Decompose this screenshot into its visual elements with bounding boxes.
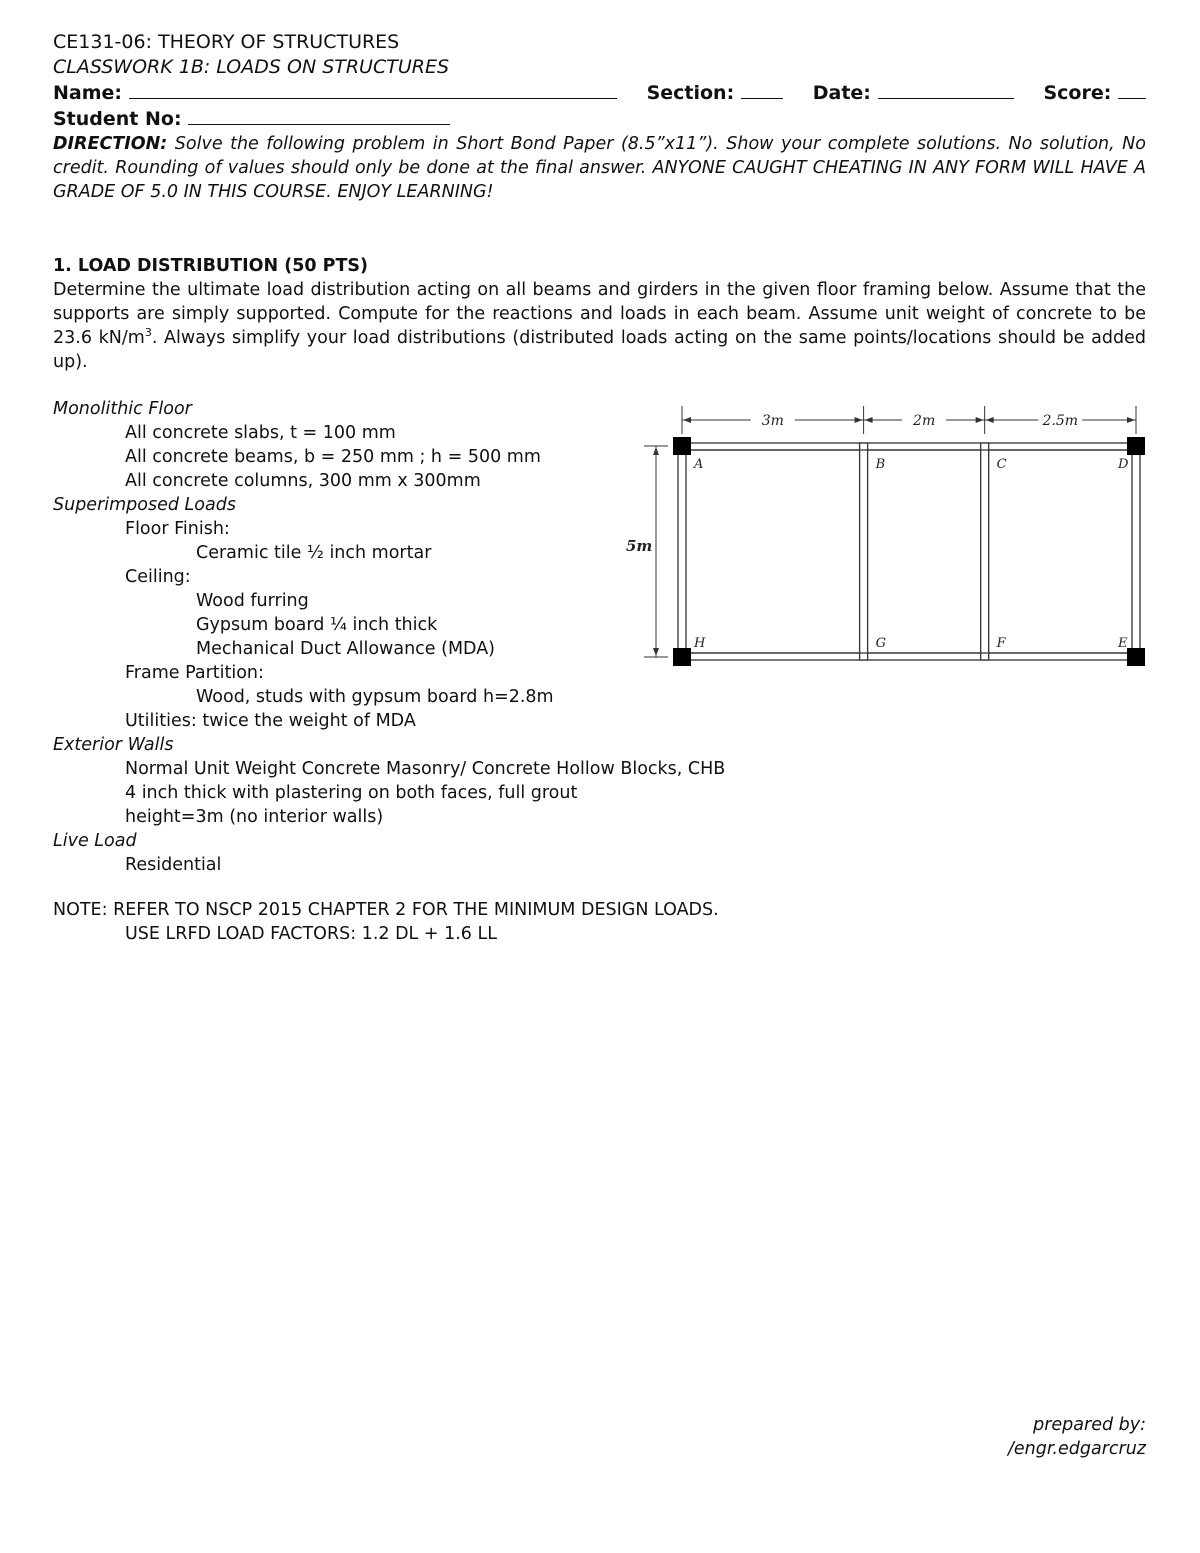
direction-label: DIRECTION: (53, 134, 168, 154)
signature-block (1008, 1413, 1146, 1461)
utilities-spec: Utilities: twice the weight of MDA (125, 711, 416, 731)
joint-label-B: B (875, 457, 886, 472)
girder-0 (678, 443, 686, 660)
residential-spec: Residential (125, 855, 222, 875)
problem-title: 1. LOAD DISTRIBUTION (50 PTS) (53, 256, 368, 276)
name-row (53, 80, 1146, 106)
prepared-by: prepared by: (1033, 1415, 1146, 1435)
exterior-walls-heading: Exterior Walls (53, 735, 174, 755)
student-no-row[interactable] (53, 106, 1146, 132)
author-name: /engr.edgarcruz (1007, 1439, 1146, 1459)
problem-text-1: Determine the ultimate load distribution acting on all beams and girders in the given floor framing below. Assume that the supports are simply supported. Compute for the reactions and loads in each beam. Assume unit weight of concrete to be 23.6 kN/m (53, 280, 1146, 348)
joint-label-H: H (694, 636, 706, 651)
girder-2 (981, 443, 989, 660)
section-label: Section: (646, 82, 735, 104)
classwork-title: CLASSWORK 1B: LOADS ON STRUCTURES (53, 56, 450, 78)
wall-height-spec: height=3m (no interior walls) (125, 807, 384, 827)
note-line-2: USE LRFD LOAD FACTORS: 1.2 DL + 1.6 LL (125, 924, 497, 944)
dim-arrow-left-2 (986, 417, 994, 423)
slab-spec: All concrete slabs, t = 100 mm (125, 423, 396, 443)
dim-arrow-right-2 (1127, 417, 1135, 423)
score-field[interactable] (1043, 80, 1145, 106)
ceiling-label: Ceiling: (125, 567, 191, 587)
student-no-label: Student No: (53, 108, 182, 130)
problem-superscript: 3 (144, 326, 152, 340)
score-label: Score: (1043, 82, 1112, 104)
wood-studs-spec: Wood, studs with gypsum board h=2.8m (196, 687, 554, 707)
plaster-spec: 4 inch thick with plastering on both faces, full grout (125, 783, 578, 803)
student-no-blank[interactable] (188, 106, 450, 125)
bottom-beam (682, 653, 1136, 660)
floor-finish-label: Floor Finish: (125, 519, 230, 539)
joint-label-F: F (996, 636, 1006, 651)
wood-furring-spec: Wood furring (196, 591, 309, 611)
dim-arrow-right-0 (855, 417, 863, 423)
direction-text: Solve the following problem in Short Bond Paper (8.5”x11”). Show your complete solutions. No solution, No credit. Rounding of values should only be done at the final answer. ANYONE CAUGHT CHEATING IN ANY FORM WILL HAVE A GRADE OF 5.0 IN THIS COURSE. ENJOY LEARNING! (53, 134, 1146, 202)
date-label: Date: (812, 82, 871, 104)
column-spec: All concrete columns, 300 mm x 300mm (125, 471, 481, 491)
joint-label-E: E (1118, 636, 1128, 651)
column-3 (1127, 648, 1145, 666)
note-line-1: NOTE: REFER TO NSCP 2015 CHAPTER 2 FOR THE MINIMUM DESIGN LOADS. (53, 900, 719, 920)
side-arrow-top (653, 447, 659, 455)
mda-spec: Mechanical Duct Allowance (MDA) (196, 639, 496, 659)
document-header (53, 30, 1146, 374)
problem-text-2: . Always simplify your load distributions (distributed loads acting on the same points/locations should be added up). (53, 328, 1147, 372)
top-beam (682, 443, 1136, 450)
live-load-heading: Live Load (53, 831, 137, 851)
girder-3 (1132, 443, 1140, 660)
name-field[interactable] (53, 80, 617, 106)
frame-partition-label: Frame Partition: (125, 663, 264, 683)
dim-label-1: 2m (913, 413, 936, 429)
joint-label-A: A (694, 457, 704, 472)
dim-arrow-left-1 (865, 417, 873, 423)
girder-1 (860, 443, 868, 660)
monolithic-floor-heading: Monolithic Floor (53, 399, 192, 419)
joint-label-C: C (996, 457, 1007, 472)
column-2 (673, 648, 691, 666)
superimposed-heading: Superimposed Loads (53, 495, 236, 515)
ceramic-spec: Ceramic tile ½ inch mortar (196, 543, 432, 563)
direction-paragraph (53, 132, 1146, 204)
date-field[interactable] (813, 80, 1014, 106)
score-blank[interactable] (1118, 80, 1146, 99)
dim-arrow-left-0 (683, 417, 691, 423)
problem-statement (53, 278, 1146, 374)
note-block (53, 898, 719, 946)
dim-arrow-right-1 (976, 417, 984, 423)
section-blank[interactable] (741, 80, 783, 99)
date-blank[interactable] (878, 80, 1014, 99)
beam-spec: All concrete beams, b = 250 mm ; h = 500 mm (125, 447, 541, 467)
dim-label-2: 2.5m (1042, 413, 1079, 429)
chb-spec: Normal Unit Weight Concrete Masonry/ Concrete Hollow Blocks, CHB (125, 759, 726, 779)
side-arrow-bottom (653, 648, 659, 656)
dim-label-0: 3m (761, 413, 784, 429)
joint-label-D: D (1118, 457, 1129, 472)
gypsum-spec: Gypsum board ¼ inch thick (196, 615, 438, 635)
section-field[interactable] (647, 80, 783, 106)
name-blank[interactable] (129, 80, 617, 99)
column-1 (1127, 437, 1145, 455)
floor-framing-diagram (620, 400, 1150, 675)
column-0 (673, 437, 691, 455)
course-title: CE131-06: THEORY OF STRUCTURES (53, 31, 400, 53)
side-dim-label: 5m (626, 537, 653, 555)
name-label: Name: (53, 82, 123, 104)
joint-label-G: G (875, 636, 886, 651)
